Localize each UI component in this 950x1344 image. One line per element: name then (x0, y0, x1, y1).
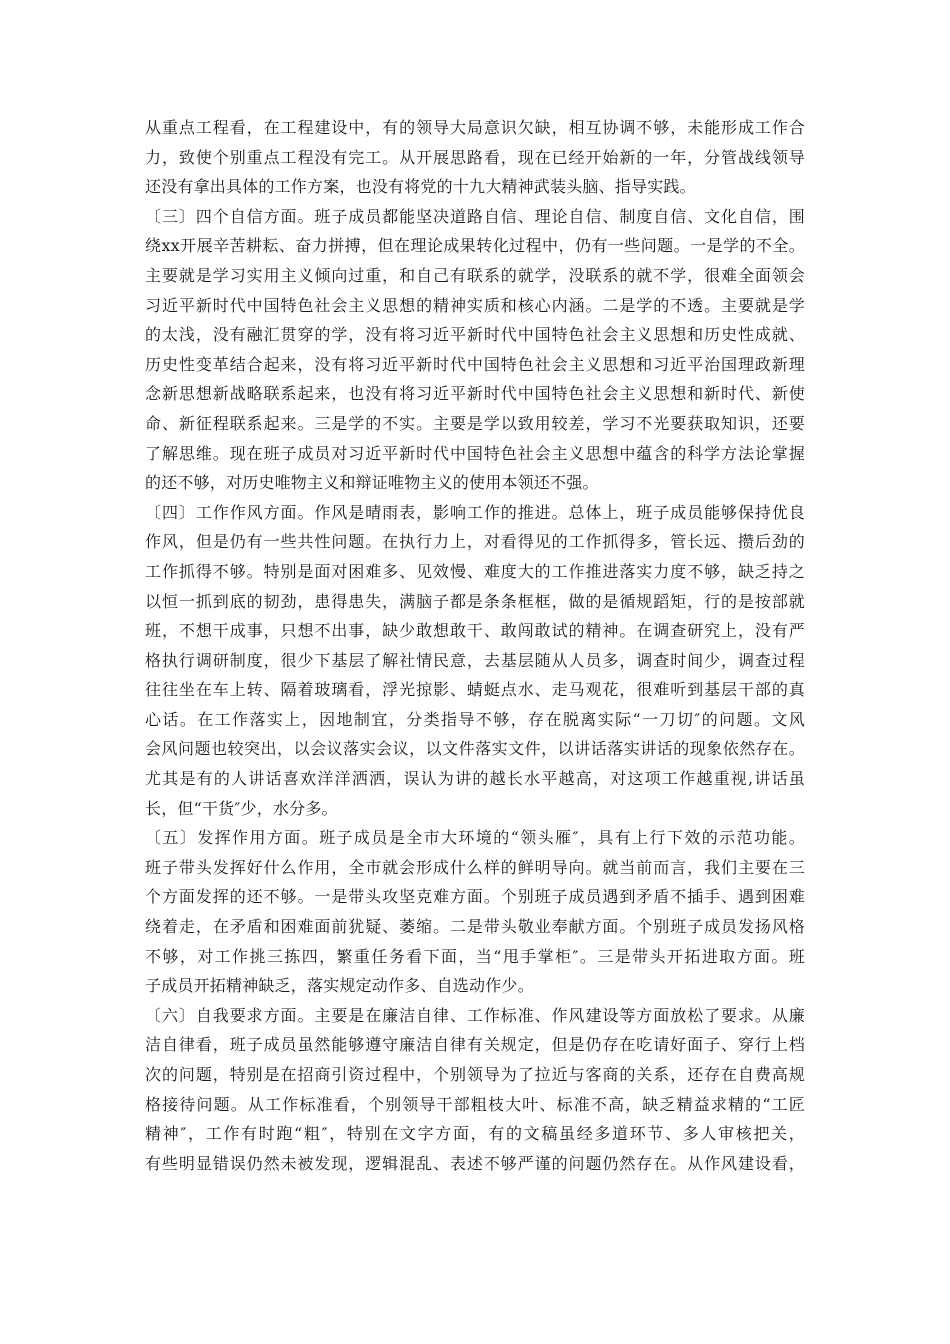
text-line: 个方面发挥的还不够。一是带头攻坚克难方面。个别班子成员遇到矛盾不插手、遇到困难 (145, 887, 805, 907)
text-line: 心话。在工作落实上，因地制宜，分类指导不够，存在脱离实际“一刀切″的问题。文风 (145, 709, 805, 729)
text-line: 主要就是学习实用主义倾向过重，和自己有联系的就学，没联系的就不学，很难全面领会 (145, 265, 805, 285)
text-line: 的太浅，没有融汇贯穿的学，没有将习近平新时代中国特色社会主义思想和历史性成就、 (145, 325, 805, 345)
text-line: 会风问题也较突出，以会议落实会议，以文件落实文件，以讲话落实讲话的现象依然存在。 (145, 739, 805, 759)
text-line: 工作抓得不够。特别是面对困难多、见效慢、难度大的工作推进落实力度不够，缺乏持之 (145, 561, 805, 581)
text-line: 力，致使个别重点工程没有完工。从开展思路看，现在已经开始新的一年，分管战线领导 (145, 147, 805, 167)
text-line: 命、新征程联系起来。三是学的不实。主要是学以致用较差，学习不光要获取知识，还要 (145, 413, 805, 433)
text-line: 长，但“干货″少，水分多。 (145, 798, 338, 818)
text-line: 格执行调研制度，很少下基层了解社情民意，去基层随从人员多，调查时间少，调查过程 (145, 650, 805, 670)
text-line: 子成员开拓精神缺乏，落实规定动作多、自选动作少。 (145, 976, 534, 996)
text-line: 历史性变革结合起来，没有将习近平新时代中国特色社会主义思想和习近平治国理政新理 (145, 354, 805, 374)
text-line: 往往坐在车上转、隔着玻璃看，浮光掠影、蜻蜓点水、走马观花，很难听到基层干部的真 (145, 680, 805, 700)
text-line: 从重点工程看，在工程建设中，有的领导大局意识欠缺，相互协调不够，未能形成工作合 (145, 118, 805, 137)
text-line: 还没有拿出具体的工作方案，也没有将党的十九大精神武装头脑、指导实践。 (145, 177, 696, 197)
text-line: 班子带头发挥好什么作用，全市就会形成什么样的鲜明导向。就当前而言，我们主要在三 (145, 857, 805, 877)
text-line: 〔六〕自我要求方面。主要是在廉洁自律、工作标准、作风建设等方面放松了要求。从廉 (145, 1005, 805, 1025)
text-line: 不够，对工作挑三拣四，繁重任务看下面，当“甩手掌柜″。三是带头开拓进取方面。班 (145, 946, 805, 966)
text-line: 〔三〕四个自信方面。班子成员都能坚决道路自信、理论自信、制度自信、文化自信，围 (145, 206, 805, 226)
text-line: 的还不够，对历史唯物主义和辩证唯物主义的使用本领还不强。 (145, 473, 599, 493)
text-line: 尤其是有的人讲话喜欢洋洋洒洒，误认为讲的越长水平越高，对这项工作越重视,讲话虽 (145, 769, 805, 789)
text-line: 有些明显错误仍然未被发现，逻辑混乱、表述不够严谨的问题仍然存在。从作风建设看， (145, 1153, 805, 1173)
text-line: 班，不想干成事，只想不出事，缺少敢想敢干、敢闯敢试的精神。在调查研究上，没有严 (145, 621, 805, 641)
body-text (145, 113, 805, 1178)
text-line: 绕xx开展辛苦耕耘、奋力拼搏，但在理论成果转化过程中，仍有一些问题。一是学的不全。 (145, 236, 805, 256)
text-line: 次的问题，特别是在招商引资过程中，个别领导为了拉近与客商的关系，还存在自费高规 (145, 1065, 805, 1084)
text-line: 精神″，工作有时跑“粗″，特别在文字方面，有的文稿虽经多道环节、多人审核把关， (145, 1124, 805, 1144)
text-line: 了解思维。现在班子成员对习近平新时代中国特色社会主义思想中蕴含的科学方法论掌握 (145, 443, 805, 463)
text-line: 〔五〕发挥作用方面。班子成员是全市大环境的“领头雁″，具有上行下效的示范功能。 (145, 828, 805, 848)
text-line: 念新思想新战略联系起来，也没有将习近平新时代中国特色社会主义思想和新时代、新使 (145, 384, 805, 404)
text-line: 格接待问题。从工作标准看，个别领导干部粗枝大叶、标准不高，缺乏精益求精的“工匠 (145, 1094, 805, 1114)
text-line: 习近平新时代中国特色社会主义思想的精神实质和核心内涵。二是学的不透。主要就是学 (145, 295, 805, 315)
text-line: 以恒一抓到底的韧劲，患得患失，满脑子都是条条框框，做的是循规蹈矩，行的是按部就 (145, 591, 805, 611)
text-line: 作风，但是仍有一些共性问题。在执行力上，对看得见的工作抓得多，管长远、攒后劲的 (145, 532, 805, 552)
text-line: 绕着走，在矛盾和困难面前犹疑、萎缩。二是带头敬业奉献方面。个别班子成员发扬风格 (145, 917, 805, 937)
text-line: 〔四〕工作作风方面。作风是晴雨表，影响工作的推进。总体上，班子成员能够保持优良 (145, 502, 805, 522)
text-line: 洁自律看，班子成员虽然能够遵守廉洁自律有关规定，但是仍存在吃请好面子、穿行上档 (145, 1035, 805, 1055)
